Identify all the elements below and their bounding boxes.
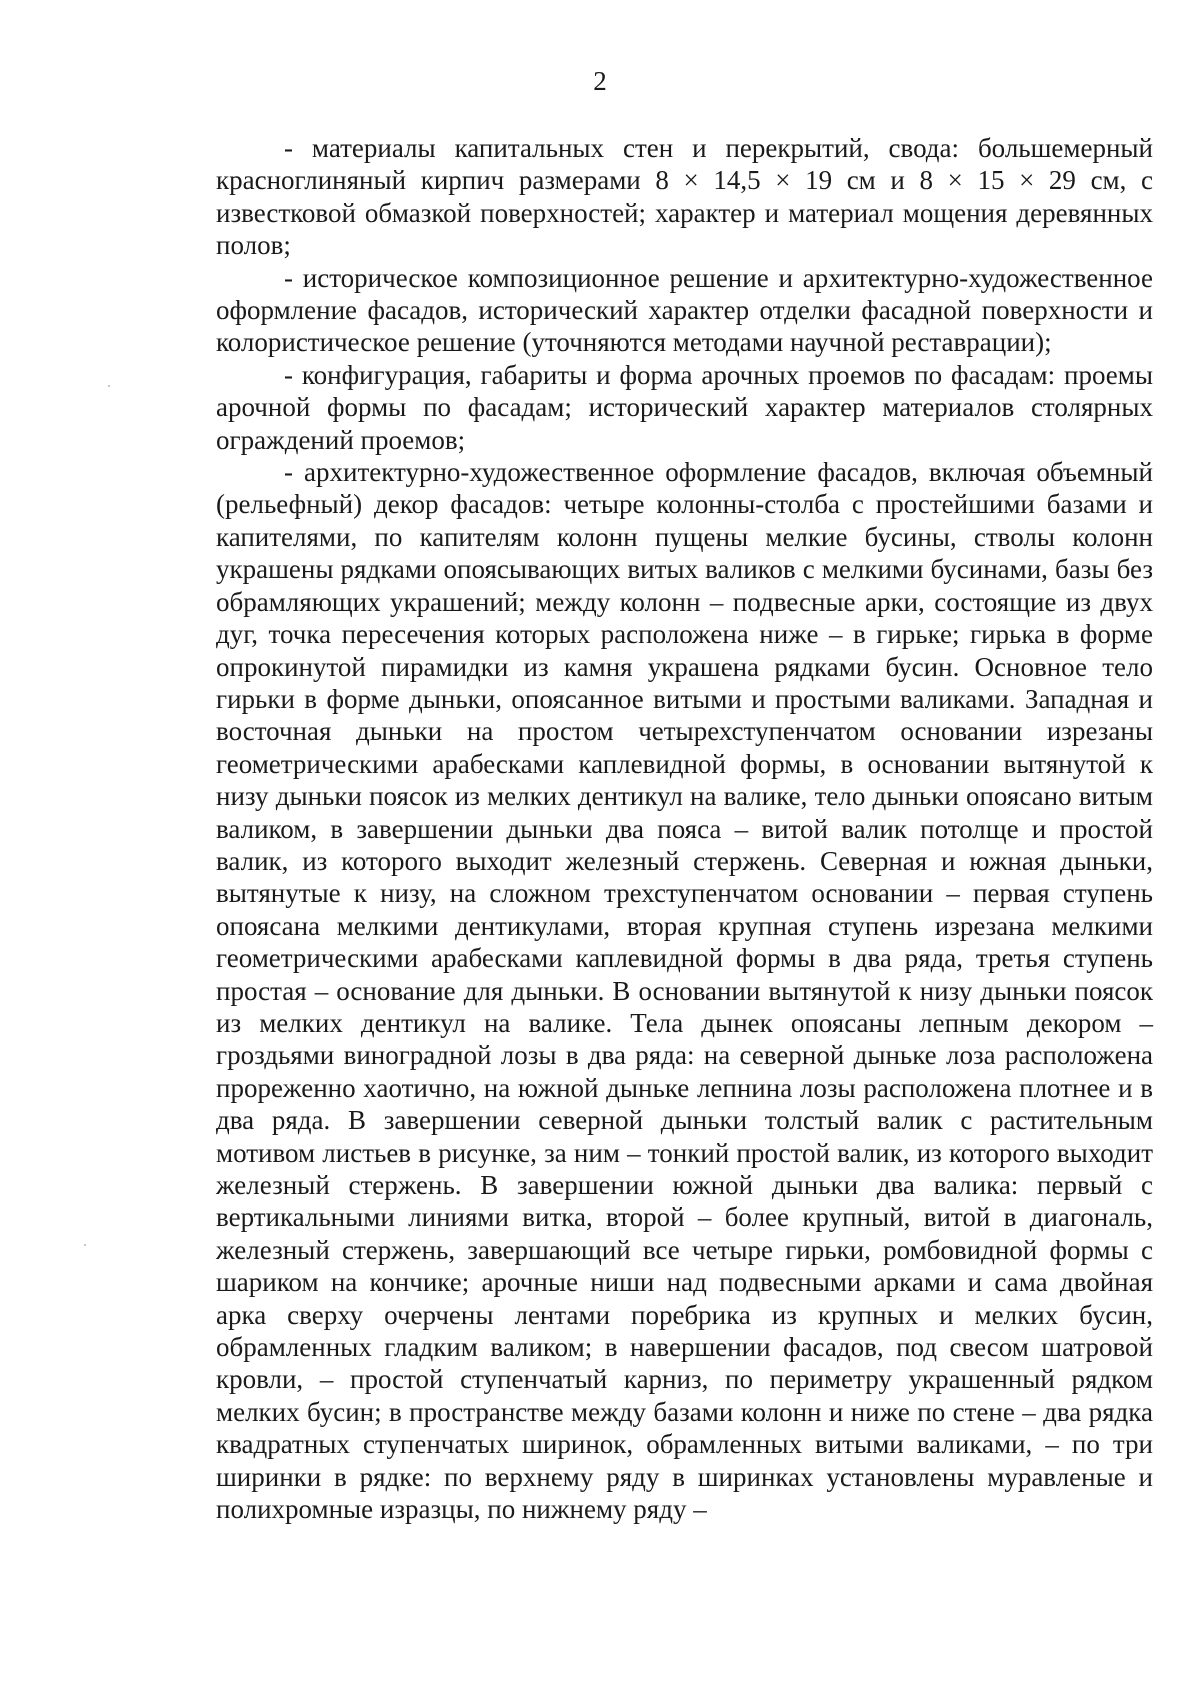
paragraph-arched-openings: - конфигурация, габариты и форма арочных проемов по фасадам: проемы арочной формы по фасадам; исторический характер материалов столярных ограждений проемов; (216, 359, 1153, 455)
paragraph-facade-decor: - архитектурно-художественное оформление фасадов, включая объемный (рельефный) декор фасадов: четыре колонны-столба с простейшими базами и капителями, по капителям колонн пущены мелкие бусины, стволы колонн украшены рядками опоясывающих витых валиков с мелкими бусинами, базы без обрамляющих украшений; между колонн – подвесные арки, состоящие из двух дуг, точка пересечения которых расположена ниже – в гирьке; гирька в форме опрокинутой пирамидки из камня украшена рядками бусин. Основное тело гирьки в форме дыньки, опоясанное витыми и простыми валиками. Западная и восточная дыньки на простом четырехступенчатом основании изрезаны геометрическими арабесками каплевидной формы, в основании вытянутой к низу дыньки поясок из мелких дентикул на валике, тело дыньки опоясано витым валиком, в завершении дыньки два пояса – витой валик потолще и простой валик, из которого выходит железный стержень. Северная и южная дыньки, вытянутые к низу, на сложном трехступенчатом основании – первая ступень опоясана мелкими дентикулами, вторая крупная ступень изрезана мелкими геометрическими арабесками каплевидной формы в два ряда, третья ступень простая – основание для дыньки. В основании вытянутой к низу дыньки поясок из мелких дентикул на валике. Тела дынек опоясаны лепным декором – гроздьями виноградной лозы в два ряда: на северной дыньке лоза расположена прореженно хаотично, на южной дыньке лепнина лозы расположена плотнее и в два ряда. В завершении северной дыньки толстый валик с растительным мотивом листьев в рисунке, за ним – тонкий простой валик, из которого выходит железный стержень. В завершении южной дыньки два валика: первый с вертикальными линиями витка, второй – более крупный, витой в диагональ, железный стержень, завершающий все четыре гирьки, ромбовидной формы с шариком на кончике; арочные ниши над подвесными арками и сама двойная арка сверху очерчены лентами поребрика из крупных и мелких бусин, обрамленных гладким валиком; в навершении фасадов, под свесом шатровой кровли, – простой ступенчатый карниз, по периметру украшенный рядком мелких бусин; в пространстве между базами колонн и ниже по стене – два рядка квадратных ступенчатых ширинок, обрамленных витыми валиками, – по три ширинки в рядке: по верхнему ряду в ширинках установлены муравленые и полихромные изразцы, по нижнему ряду – (216, 457, 1153, 1525)
page-number: 2 (593, 66, 607, 96)
scan-speck (108, 385, 110, 387)
paragraph-wall-materials: - материалы капитальных стен и перекрытий, свода: большемерный красноглиняный кирпич размерами 8 × 14,5 × 19 см и 8 × 15 × 29 см, с известковой обмазкой поверхностей; характер и материал мощения деревянных полов; (216, 133, 1153, 261)
document-body (216, 132, 1153, 1525)
paragraph-facade-composition: - историческое композиционное решение и архитектурно-художественное оформление фасадов, исторический характер отделки фасадной поверхности и колористическое решение (уточняются методами научной реставрации); (216, 262, 1153, 358)
scan-speck (84, 1244, 86, 1246)
